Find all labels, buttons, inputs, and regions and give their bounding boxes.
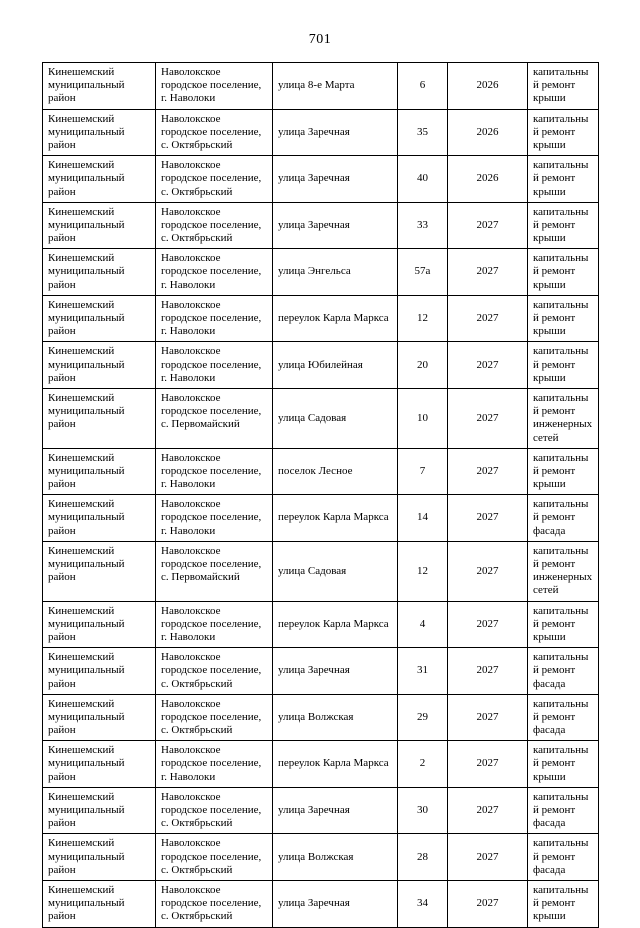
settlement-cell: Наволокское городское поселение, с. Первомайский	[156, 541, 273, 601]
work-type-cell: капитальный ремонт крыши	[528, 295, 599, 342]
work-type-cell: капитальный ремонт крыши	[528, 880, 599, 927]
street-cell: переулок Карла Маркса	[273, 601, 398, 648]
year-cell: 2027	[448, 541, 528, 601]
year-cell: 2027	[448, 448, 528, 495]
page-number: 701	[308, 32, 332, 47]
street-cell: переулок Карла Маркса	[273, 741, 398, 788]
district-cell: Кинешемский муниципальный район	[43, 787, 156, 834]
year-cell: 2027	[448, 834, 528, 881]
street-cell: улица Заречная	[273, 648, 398, 695]
table-row	[43, 741, 599, 788]
house-number-cell: 30	[398, 787, 448, 834]
settlement-cell: Наволокское городское поселение, г. Наволоки	[156, 495, 273, 542]
work-type-cell: капитальный ремонт фасада	[528, 495, 599, 542]
house-number-cell: 12	[398, 295, 448, 342]
settlement-cell: Наволокское городское поселение, с. Октябрьский	[156, 109, 273, 156]
table-row	[43, 388, 599, 448]
table-row	[43, 342, 599, 389]
house-number-cell: 33	[398, 202, 448, 249]
work-type-cell: капитальный ремонт инженерных сетей	[528, 541, 599, 601]
street-cell: улица Заречная	[273, 880, 398, 927]
year-cell: 2027	[448, 880, 528, 927]
house-number-cell: 57а	[398, 249, 448, 296]
settlement-cell: Наволокское городское поселение, с. Октябрьский	[156, 648, 273, 695]
work-type-cell: капитальный ремонт крыши	[528, 249, 599, 296]
district-cell: Кинешемский муниципальный район	[43, 202, 156, 249]
street-cell: улица Волжская	[273, 694, 398, 741]
year-cell: 2027	[448, 249, 528, 296]
house-number-cell: 20	[398, 342, 448, 389]
house-number-cell: 35	[398, 109, 448, 156]
work-type-cell: капитальный ремонт инженерных сетей	[528, 388, 599, 448]
work-type-cell: капитальный ремонт крыши	[528, 202, 599, 249]
house-number-cell: 2	[398, 741, 448, 788]
house-number-cell: 31	[398, 648, 448, 695]
district-cell: Кинешемский муниципальный район	[43, 648, 156, 695]
repair-schedule-table	[42, 62, 599, 928]
street-cell: улица Садовая	[273, 541, 398, 601]
house-number-cell: 34	[398, 880, 448, 927]
table-row	[43, 249, 599, 296]
settlement-cell: Наволокское городское поселение, г. Наволоки	[156, 342, 273, 389]
year-cell: 2027	[448, 694, 528, 741]
work-type-cell: капитальный ремонт фасада	[528, 787, 599, 834]
street-cell: переулок Карла Маркса	[273, 295, 398, 342]
district-cell: Кинешемский муниципальный район	[43, 694, 156, 741]
table-row	[43, 156, 599, 203]
street-cell: улица Юбилейная	[273, 342, 398, 389]
house-number-cell: 12	[398, 541, 448, 601]
district-cell: Кинешемский муниципальный район	[43, 741, 156, 788]
street-cell: поселок Лесное	[273, 448, 398, 495]
district-cell: Кинешемский муниципальный район	[43, 156, 156, 203]
table-row	[43, 295, 599, 342]
settlement-cell: Наволокское городское поселение, г. Наволоки	[156, 63, 273, 110]
settlement-cell: Наволокское городское поселение, с. Октябрьский	[156, 880, 273, 927]
table-row	[43, 541, 599, 601]
work-type-cell: капитальный ремонт фасада	[528, 694, 599, 741]
house-number-cell: 10	[398, 388, 448, 448]
house-number-cell: 7	[398, 448, 448, 495]
table-row	[43, 63, 599, 110]
district-cell: Кинешемский муниципальный район	[43, 249, 156, 296]
year-cell: 2027	[448, 388, 528, 448]
street-cell: улица 8-е Марта	[273, 63, 398, 110]
year-cell: 2027	[448, 741, 528, 788]
year-cell: 2026	[448, 156, 528, 203]
table-row	[43, 202, 599, 249]
settlement-cell: Наволокское городское поселение, г. Наволоки	[156, 448, 273, 495]
settlement-cell: Наволокское городское поселение, г. Наволоки	[156, 295, 273, 342]
year-cell: 2027	[448, 342, 528, 389]
district-cell: Кинешемский муниципальный район	[43, 541, 156, 601]
table-row	[43, 694, 599, 741]
settlement-cell: Наволокское городское поселение, с. Октябрьский	[156, 834, 273, 881]
district-cell: Кинешемский муниципальный район	[43, 834, 156, 881]
settlement-cell: Наволокское городское поселение, г. Наволоки	[156, 741, 273, 788]
house-number-cell: 4	[398, 601, 448, 648]
district-cell: Кинешемский муниципальный район	[43, 448, 156, 495]
year-cell: 2027	[448, 787, 528, 834]
year-cell: 2027	[448, 648, 528, 695]
work-type-cell: капитальный ремонт крыши	[528, 63, 599, 110]
street-cell: улица Заречная	[273, 109, 398, 156]
table-row	[43, 834, 599, 881]
street-cell: улица Заречная	[273, 202, 398, 249]
settlement-cell: Наволокское городское поселение, с. Октябрьский	[156, 694, 273, 741]
district-cell: Кинешемский муниципальный район	[43, 495, 156, 542]
house-number-cell: 29	[398, 694, 448, 741]
table-row	[43, 787, 599, 834]
table-row	[43, 601, 599, 648]
work-type-cell: капитальный ремонт крыши	[528, 109, 599, 156]
year-cell: 2027	[448, 202, 528, 249]
district-cell: Кинешемский муниципальный район	[43, 342, 156, 389]
house-number-cell: 14	[398, 495, 448, 542]
table-row	[43, 109, 599, 156]
work-type-cell: капитальный ремонт фасада	[528, 834, 599, 881]
street-cell: улица Заречная	[273, 156, 398, 203]
table-row	[43, 448, 599, 495]
work-type-cell: капитальный ремонт крыши	[528, 448, 599, 495]
year-cell: 2027	[448, 601, 528, 648]
street-cell: улица Заречная	[273, 787, 398, 834]
work-type-cell: капитальный ремонт крыши	[528, 156, 599, 203]
table-row	[43, 880, 599, 927]
street-cell: улица Садовая	[273, 388, 398, 448]
district-cell: Кинешемский муниципальный район	[43, 109, 156, 156]
street-cell: улица Волжская	[273, 834, 398, 881]
street-cell: переулок Карла Маркса	[273, 495, 398, 542]
table-row	[43, 495, 599, 542]
settlement-cell: Наволокское городское поселение, с. Октябрьский	[156, 202, 273, 249]
table-body	[43, 63, 599, 928]
year-cell: 2026	[448, 109, 528, 156]
year-cell: 2026	[448, 63, 528, 110]
house-number-cell: 28	[398, 834, 448, 881]
work-type-cell: капитальный ремонт фасада	[528, 648, 599, 695]
street-cell: улица Энгельса	[273, 249, 398, 296]
settlement-cell: Наволокское городское поселение, с. Первомайский	[156, 388, 273, 448]
house-number-cell: 40	[398, 156, 448, 203]
year-cell: 2027	[448, 495, 528, 542]
settlement-cell: Наволокское городское поселение, с. Октябрьский	[156, 787, 273, 834]
house-number-cell: 6	[398, 63, 448, 110]
district-cell: Кинешемский муниципальный район	[43, 601, 156, 648]
district-cell: Кинешемский муниципальный район	[43, 880, 156, 927]
settlement-cell: Наволокское городское поселение, г. Наволоки	[156, 601, 273, 648]
district-cell: Кинешемский муниципальный район	[43, 63, 156, 110]
district-cell: Кинешемский муниципальный район	[43, 388, 156, 448]
settlement-cell: Наволокское городское поселение, с. Октябрьский	[156, 156, 273, 203]
work-type-cell: капитальный ремонт крыши	[528, 741, 599, 788]
table-row	[43, 648, 599, 695]
work-type-cell: капитальный ремонт крыши	[528, 601, 599, 648]
settlement-cell: Наволокское городское поселение, г. Наволоки	[156, 249, 273, 296]
year-cell: 2027	[448, 295, 528, 342]
district-cell: Кинешемский муниципальный район	[43, 295, 156, 342]
work-type-cell: капитальный ремонт крыши	[528, 342, 599, 389]
